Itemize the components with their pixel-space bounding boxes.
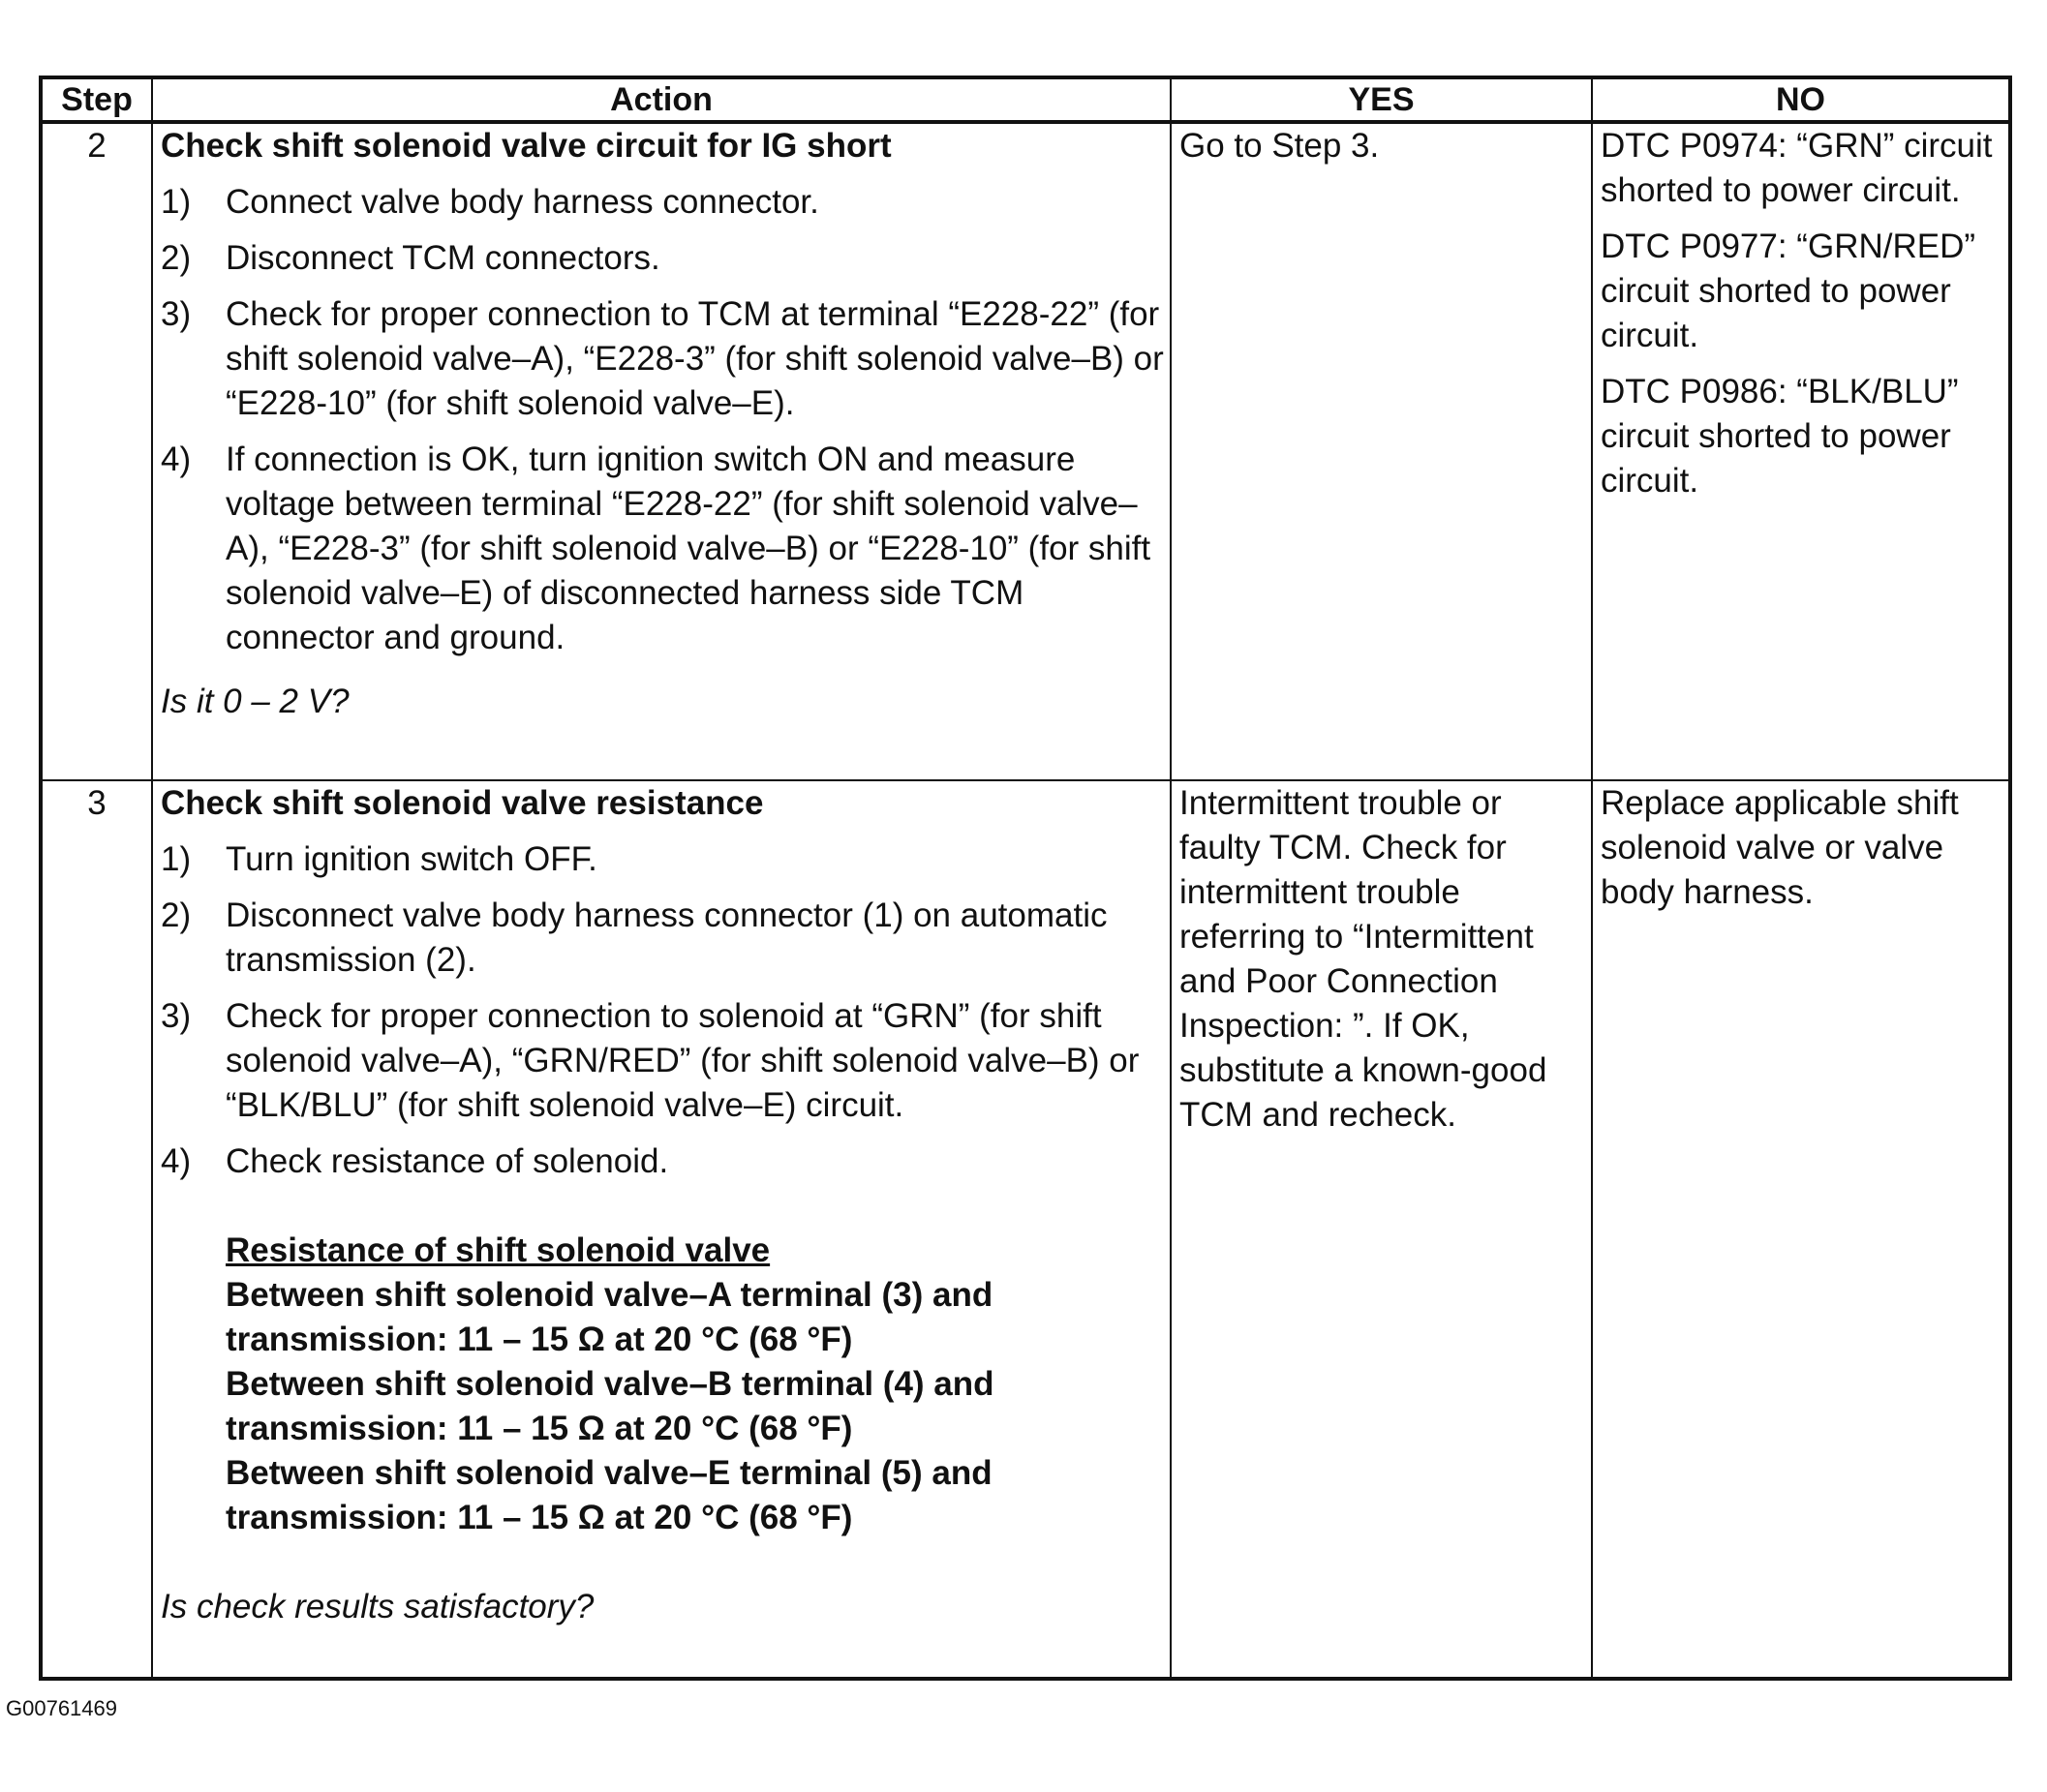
- action-item: [161, 292, 1164, 426]
- diagnostic-table: [39, 76, 2012, 1681]
- step-title: Check shift solenoid valve circuit for IG short: [161, 127, 892, 165]
- header-action: Action: [152, 77, 1171, 122]
- action-item: [161, 994, 1164, 1128]
- resistance-spec: [226, 1229, 1164, 1540]
- item-number: 1): [161, 183, 192, 221]
- action-item: [161, 180, 1164, 225]
- figure-id: G00761469: [6, 1696, 117, 1720]
- item-text: Turn ignition switch OFF.: [226, 840, 597, 878]
- action-item: [161, 236, 1164, 281]
- item-number: 2): [161, 239, 192, 277]
- action-cell: [152, 780, 1171, 1679]
- spec-line: Between shift solenoid valve–B terminal (4) and transmission: 11 – 15 Ω at 20 °C (68 °F): [226, 1365, 994, 1447]
- item-text: If connection is OK, turn ignition switch ON and measure voltage between terminal “E228-22” (for shift solenoid valve–A), “E228-3” (for shift solenoid valve–B) or “E228-10” (for shift solenoid valve–E) of disconnected harness side TCM connector and ground.: [226, 440, 1151, 656]
- yes-cell: Go to Step 3.: [1171, 122, 1592, 780]
- step-title: Check shift solenoid valve resistance: [161, 784, 764, 822]
- no-cell: [1592, 780, 2010, 1679]
- action-item: [161, 438, 1164, 660]
- table-header-row: [41, 77, 2010, 122]
- no-action: Replace applicable shift solenoid valve or valve body harness.: [1601, 784, 1959, 911]
- item-number: 4): [161, 1142, 192, 1180]
- step-number: 2: [41, 122, 152, 780]
- dtc-entry: DTC P0977: “GRN/RED” circuit shorted to power circuit.: [1601, 228, 1976, 354]
- dtc-entry: DTC P0974: “GRN” circuit shorted to power circuit.: [1601, 127, 1993, 209]
- item-number: 4): [161, 440, 192, 478]
- table-row: [41, 780, 2010, 1679]
- action-item: [161, 1139, 1164, 1184]
- no-cell: [1592, 122, 2010, 780]
- spec-heading: Resistance of shift solenoid valve: [226, 1231, 771, 1269]
- spec-line: Between shift solenoid valve–A terminal (3) and transmission: 11 – 15 Ω at 20 °C (68 °F): [226, 1276, 993, 1358]
- header-yes: YES: [1171, 77, 1592, 122]
- step-question: Is check results satisfactory?: [161, 1588, 595, 1625]
- header-no: NO: [1592, 77, 2010, 122]
- item-number: 3): [161, 295, 192, 333]
- item-text: Check resistance of solenoid.: [226, 1142, 669, 1180]
- header-step: Step: [41, 77, 152, 122]
- item-text: Check for proper connection to solenoid at “GRN” (for shift solenoid valve–A), “GRN/RED” (for shift solenoid valve–B) or “BLK/BLU” (for shift solenoid valve–E) circuit.: [226, 997, 1140, 1124]
- item-number: 1): [161, 840, 192, 878]
- item-number: 2): [161, 896, 192, 934]
- step-question: Is it 0 – 2 V?: [161, 683, 350, 720]
- diagnostic-page: [39, 76, 2008, 1681]
- action-cell: [152, 122, 1171, 780]
- item-text: Disconnect valve body harness connector (1) on automatic transmission (2).: [226, 896, 1108, 979]
- item-text: Disconnect TCM connectors.: [226, 239, 660, 277]
- item-text: Check for proper connection to TCM at terminal “E228-22” (for shift solenoid valve–A), “E228-3” (for shift solenoid valve–B) or “E228-10” (for shift solenoid valve–E).: [226, 295, 1164, 422]
- item-text: Connect valve body harness connector.: [226, 183, 819, 221]
- item-number: 3): [161, 997, 192, 1035]
- spec-line: Between shift solenoid valve–E terminal (5) and transmission: 11 – 15 Ω at 20 °C (68 °F): [226, 1454, 993, 1536]
- table-row: [41, 122, 2010, 780]
- action-item: [161, 837, 1164, 882]
- step-number: 3: [41, 780, 152, 1679]
- yes-cell: Intermittent trouble or faulty TCM. Check for intermittent trouble referring to “Intermittent and Poor Connection Inspection: ”. If OK, substitute a known-good TCM and recheck.: [1171, 780, 1592, 1679]
- action-item: [161, 894, 1164, 983]
- dtc-entry: DTC P0986: “BLK/BLU” circuit shorted to power circuit.: [1601, 373, 1959, 500]
